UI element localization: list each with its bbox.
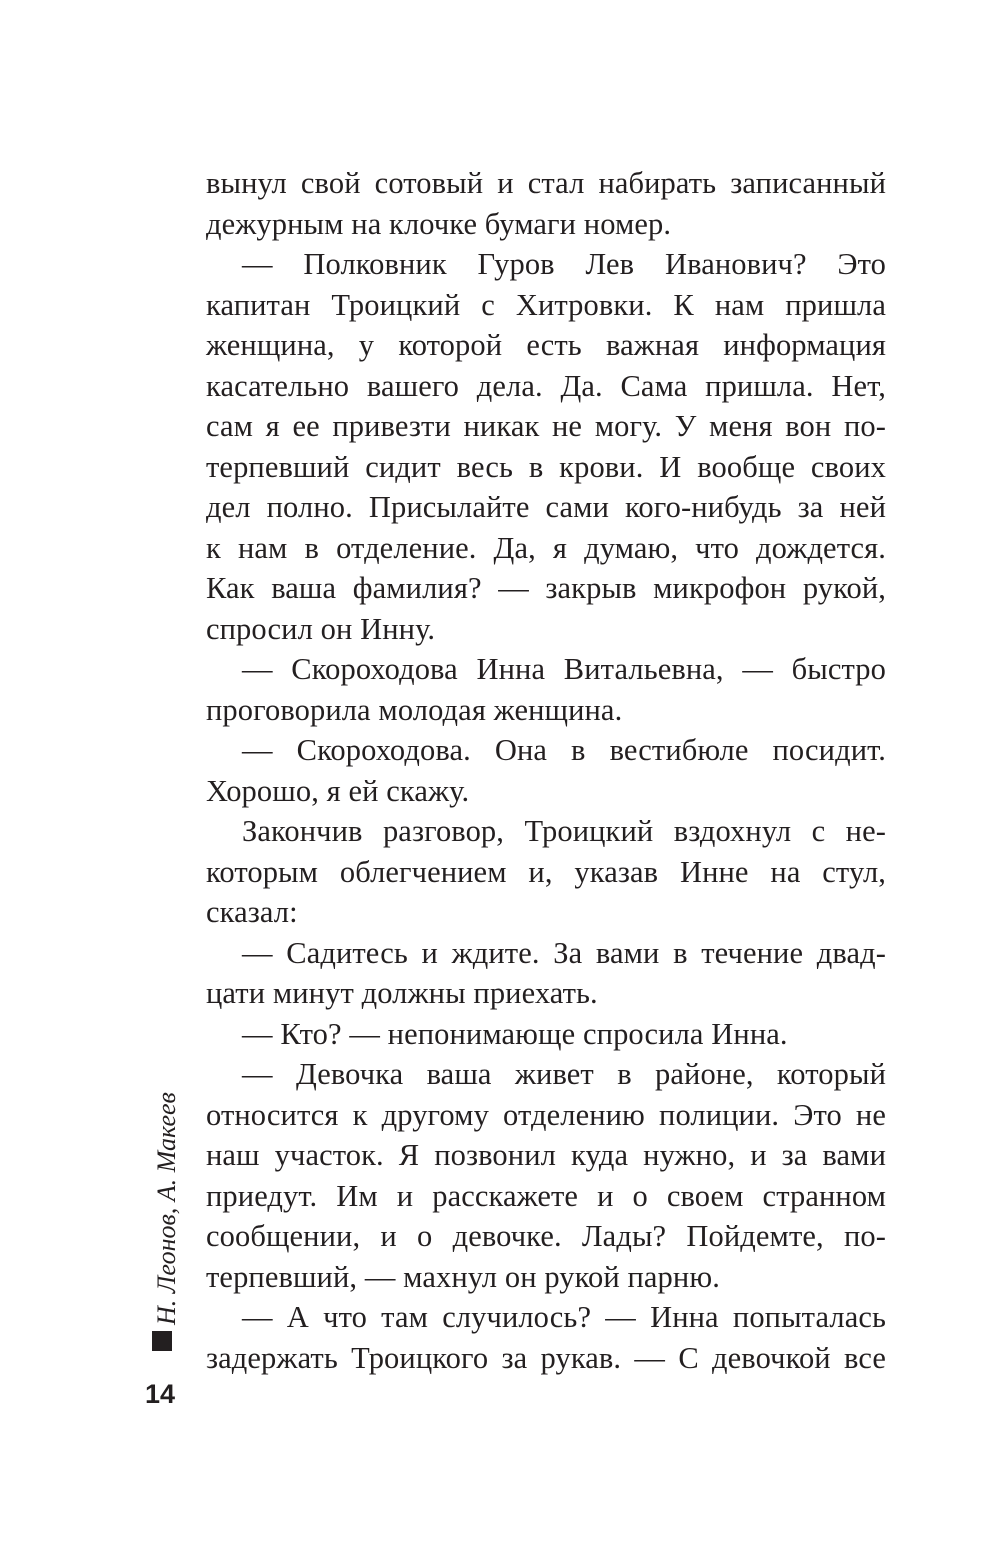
text-line: — Кто? — непонимающе спросила Инна. — [242, 1016, 788, 1051]
running-head-square-marker — [152, 1331, 172, 1351]
text-line: женщина, у которой есть важная информация — [206, 328, 886, 362]
text-line: которым облегчением и, указав Инне на стул, — [206, 854, 886, 889]
text-line: цати минут должны приехать. — [206, 976, 598, 1010]
text-line: вынул свой сотовый и стал набирать записанный — [206, 166, 886, 200]
text-line: — Полковник Гуров Лев Иванович? Это — [242, 247, 886, 281]
text-line: касательно вашего дела. Да. Сама пришла. Нет, — [206, 368, 886, 403]
text-line: — Девочка ваша живет в районе, который — [242, 1057, 886, 1091]
text-line: Как ваша фамилия? — закрыв микрофон рукой, — [206, 571, 886, 605]
text-line: — А что там случилось? — Инна попыталась — [242, 1300, 886, 1334]
text-line: дел полно. Присылайте сами кого-нибудь за ней — [206, 490, 886, 524]
running-head-authors: Н. Леонов, А. Макеев — [152, 1092, 181, 1325]
running-head — [143, 1085, 183, 1325]
text-line: приедут. Им и расскажете и о своем странном — [206, 1178, 886, 1213]
text-line: наш участок. Я позвонил куда нужно, и за вами — [206, 1138, 886, 1172]
text-line: терпевший сидит весь в крови. И вообще своих — [206, 449, 886, 484]
text-line: проговорила молодая женщина. — [206, 692, 623, 727]
text-line: — Скороходова Инна Витальевна, — быстро — [242, 652, 886, 686]
text-line: терпевший, — махнул он рукой парню. — [206, 1259, 720, 1294]
text-line: — Садитесь и ждите. За вами в течение двад- — [242, 935, 886, 970]
page-number: 14 — [145, 1379, 176, 1409]
text-line: относится к другому отделению полиции. Это не — [206, 1097, 886, 1132]
text-line: капитан Троицкий с Хитровки. К нам пришла — [206, 287, 886, 322]
text-line: дежурным на клочке бумаги номер. — [206, 206, 672, 241]
text-line: сказал: — [206, 895, 298, 929]
text-line: спросил он Инну. — [206, 611, 436, 646]
text-line: к нам в отделение. Да, я думаю, что дождется. — [206, 530, 886, 565]
text-line: задержать Троицкого за рукав. — С девочкой все — [206, 1340, 886, 1375]
text-line: Хорошо, я ей скажу. — [206, 773, 470, 808]
text-line: Закончив разговор, Троицкий вздохнул с не- — [242, 814, 886, 848]
text-line: сам я ее привезти никак не могу. У меня вон по- — [206, 409, 886, 443]
text-line: сообщении, и о девочке. Лады? Пойдемте, по- — [206, 1219, 886, 1253]
body-text — [206, 163, 886, 1378]
text-line: — Скороходова. Она в вестибюле посидит. — [242, 733, 886, 767]
